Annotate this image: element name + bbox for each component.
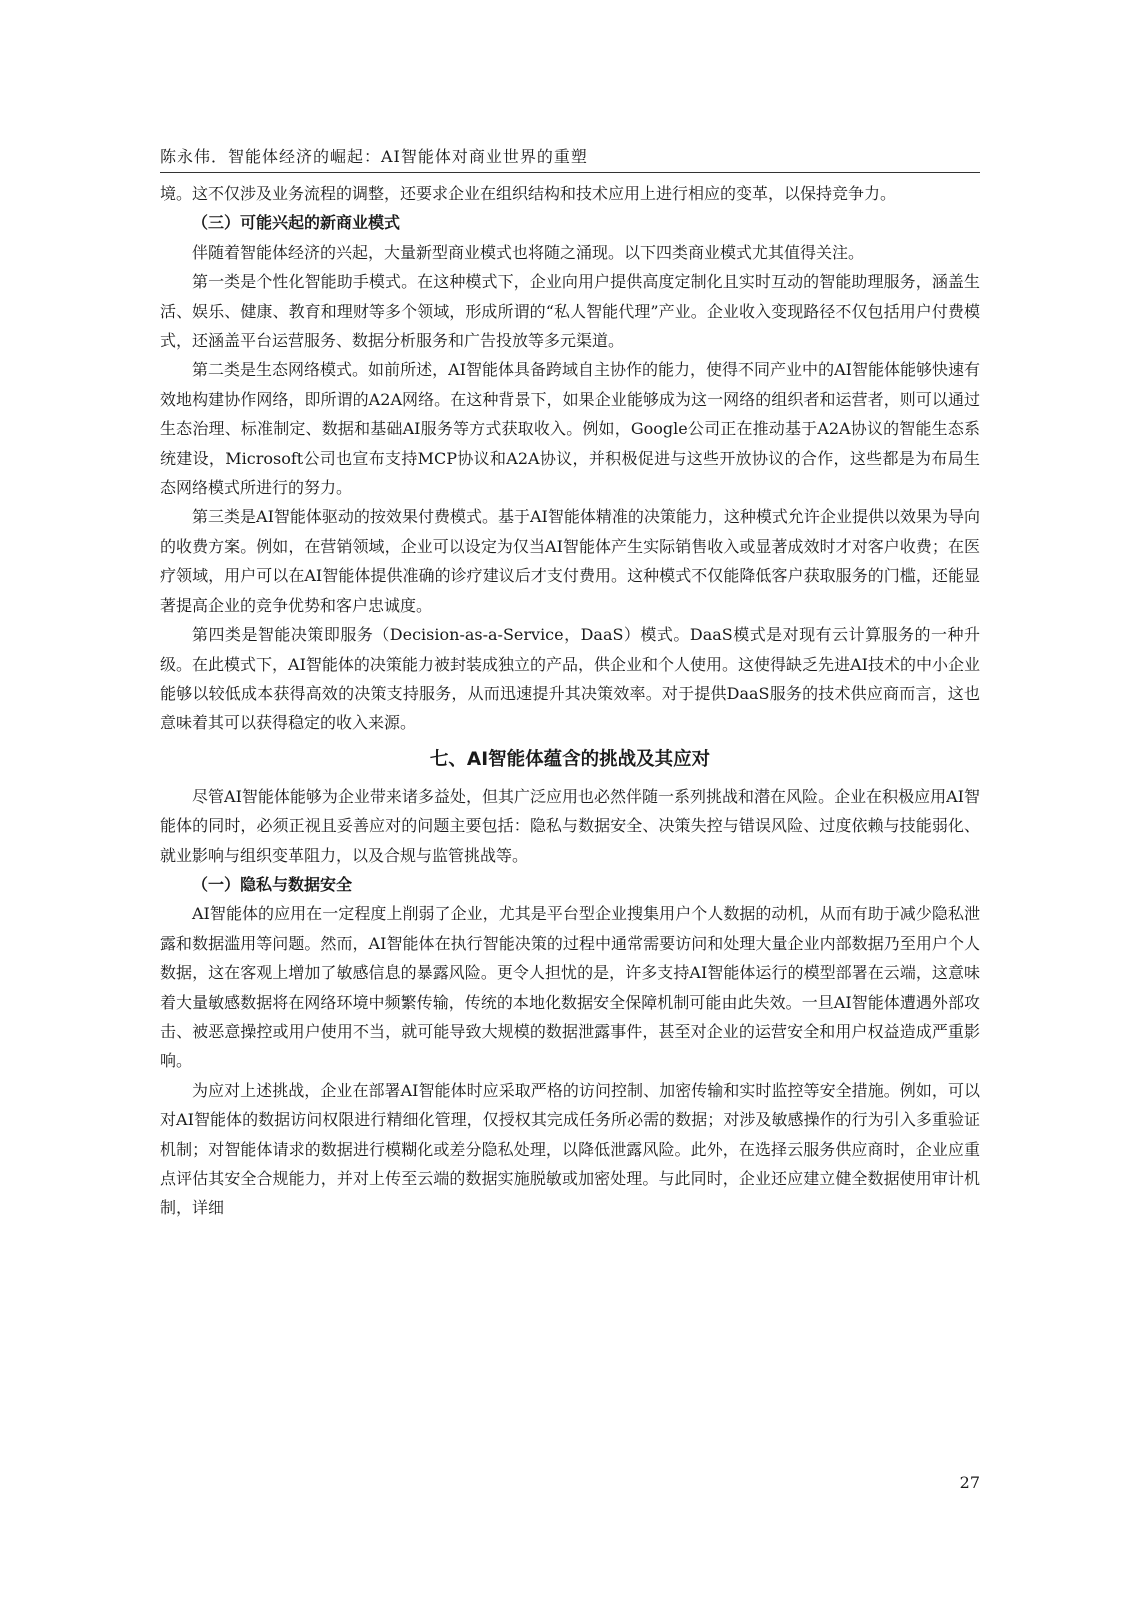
paragraph-model-3: 第三类是AI智能体驱动的按效果付费模式。基于AI智能体精准的决策能力，这种模式允许企业提供以效果为导向的收费方案。例如，在营销领域，企业可以设定为仅当AI智能体产生实际销售收入或显著成效时才对客户收费；在医疗领域，用户可以在AI智能体提供准确的诊疗建议后才支付费用。这种模式不仅能降低客户获取服务的门槛，还能显著提高企业的竞争优势和客户忠诚度。 <box>160 507 980 615</box>
paragraph-privacy-measures: 为应对上述挑战，企业在部署AI智能体时应采取严格的访问控制、加密传输和实时监控等安全措施。例如，可以对AI智能体的数据访问权限进行精细化管理，仅授权其完成任务所必需的数据；对涉及敏感操作的行为引入多重验证机制；对智能体请求的数据进行模糊化或差分隐私处理，以降低泄露风险。此外，在选择云服务供应商时，企业应重点评估其安全合规能力，并对上传至云端的数据实施脱敏或加密处理。与此同时，企业还应建立健全数据使用审计机制，详细 <box>160 1080 980 1218</box>
paragraph-model-4: 第四类是智能决策即服务（Decision-as-a-Service，DaaS）模式。DaaS模式是对现有云计算服务的一种升级。在此模式下，AI智能体的决策能力被封装成独立的产品，供企业和个人使用。这使得缺乏先进AI技术的中小企业能够以较低成本获得高效的决策支持服务，从而迅速提升其决策效率。对于提供DaaS服务的技术供应商而言，这也意味着其可以获得稳定的收入来源。 <box>160 625 980 733</box>
header-rule <box>160 172 980 173</box>
paragraph-model-1: 第一类是个性化智能助手模式。在这种模式下，企业向用户提供高度定制化且实时互动的智能助理服务，涵盖生活、娱乐、健康、教育和理财等多个领域，形成所谓的“私人智能代理”产业。企业收入变现路径不仅包括用户付费模式，还涵盖平台运营服务、数据分析服务和广告投放等多元渠道。 <box>160 272 980 351</box>
article-body <box>160 179 980 1223</box>
paragraph-intro-models: 伴随着智能体经济的兴起，大量新型商业模式也将随之涌现。以下四类商业模式尤其值得关注。 <box>192 242 865 262</box>
page-number: 27 <box>959 1473 980 1492</box>
section-heading-7: 七、AI智能体蕴含的挑战及其应对 <box>429 748 711 770</box>
subsection-heading-1: （一）隐私与数据安全 <box>192 874 353 894</box>
running-header: 陈永伟．智能体经济的崛起：AI智能体对商业世界的重塑 <box>160 147 588 166</box>
paragraph-challenges-intro: 尽管AI智能体能够为企业带来诸多益处，但其广泛应用也必然伴随一系列挑战和潜在风险。企业在积极应用AI智能体的同时，必须正视且妥善应对的问题主要包括：隐私与数据安全、决策失控与错误风险、过度依赖与技能弱化、就业影响与组织变革阻力，以及合规与监管挑战等。 <box>160 786 980 865</box>
subsection-heading-3: （三）可能兴起的新商业模式 <box>192 213 401 233</box>
paragraph-continuation: 境。这不仅涉及业务流程的调整，还要求企业在组织结构和技术应用上进行相应的变革，以保持竞争力。 <box>160 184 897 203</box>
paragraph-privacy-risk: AI智能体的应用在一定程度上削弱了企业，尤其是平台型企业搜集用户个人数据的动机，从而有助于减少隐私泄露和数据滥用等问题。然而，AI智能体在执行智能决策的过程中通常需要访问和处理大量企业内部数据乃至用户个人数据，这在客观上增加了敏感信息的暴露风险。更令人担忧的是，许多支持AI智能体运行的模型部署在云端，这意味着大量敏感数据将在网络环境中频繁传输，传统的本地化数据安全保障机制可能由此失效。一旦AI智能体遭遇外部攻击、被恶意操控或用户使用不当，就可能导致大规模的数据泄露事件，甚至对企业的运营安全和用户权益造成严重影响。 <box>160 904 980 1071</box>
paragraph-model-2: 第二类是生态网络模式。如前所述，AI智能体具备跨域自主协作的能力，使得不同产业中的AI智能体能够快速有效地构建协作网络，即所谓的A2A网络。在这种背景下，如果企业能够成为这一网络的组织者和运营者，则可以通过生态治理、标准制定、数据和基础AI服务等方式获取收入。例如，Google公司正在推动基于A2A协议的智能生态系统建设，Microsoft公司也宣布支持MCP协议和A2A协议，并积极促进与这些开放协议的合作，这些都是为布局生态网络模式所进行的努力。 <box>160 360 980 498</box>
